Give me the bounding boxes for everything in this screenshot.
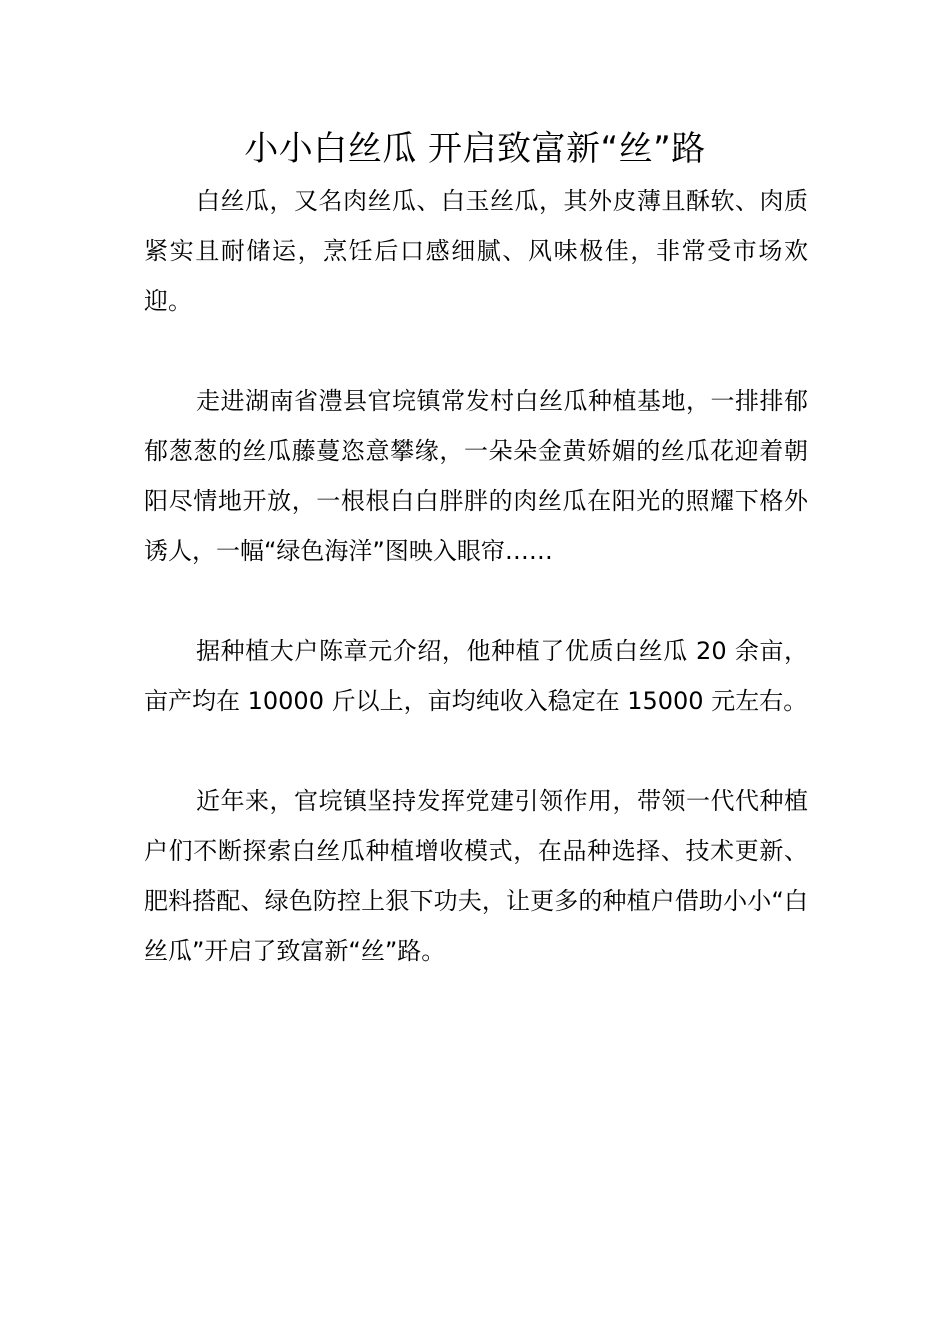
paragraph-1: 白丝瓜，又名肉丝瓜、白玉丝瓜，其外皮薄且酥软、肉质紧实且耐储运，烹饪后口感细腻、风味极佳，非常受市场欢迎。	[144, 187, 808, 315]
paragraph-4: 近年来，官垸镇坚持发挥党建引领作用，带领一代代种植户们不断探索白丝瓜种植增收模式，在品种选择、技术更新、肥料搭配、绿色防控上狠下功夫，让更多的种植户借助小小“白丝瓜”开启了致富新“丝”路。	[144, 787, 808, 965]
paragraph-2: 走进湖南省澧县官垸镇常发村白丝瓜种植基地，一排排郁郁葱葱的丝瓜藤蔓恣意攀缘，一朵朵金黄娇媚的丝瓜花迎着朝阳尽情地开放，一根根白白胖胖的肉丝瓜在阳光的照耀下格外诱人，一幅“绿色海洋”图映入眼帘……	[144, 387, 808, 565]
document-body	[144, 176, 808, 1026]
paragraph-3: 据种植大户陈章元介绍，他种植了优质白丝瓜 20 余亩，亩产均在 10000 斤以上，亩均纯收入稳定在 15000 元左右。	[144, 637, 808, 715]
document-title: 小小白丝瓜 开启致富新“丝”路	[244, 129, 706, 169]
